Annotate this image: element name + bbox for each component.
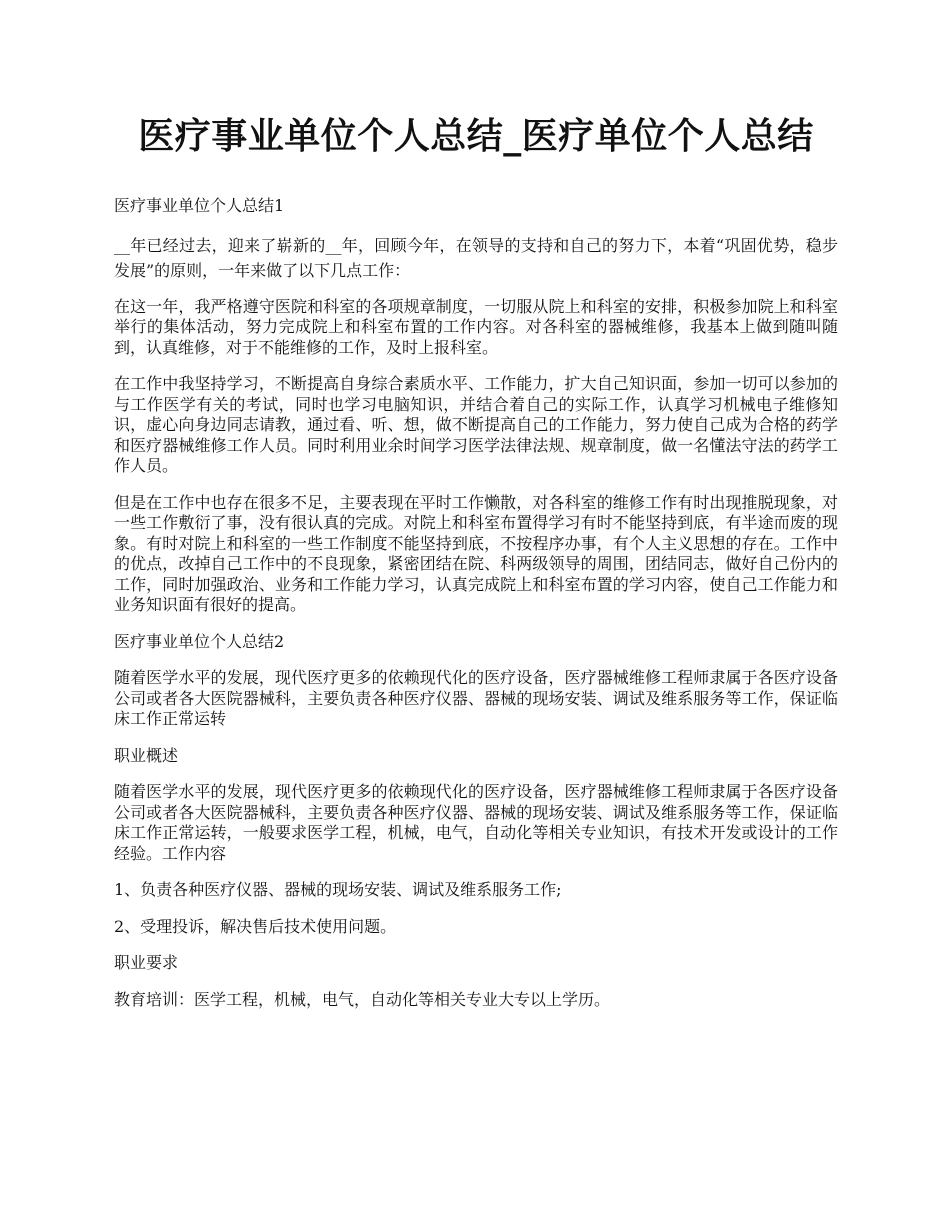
paragraph-job-overview: 随着医学水平的发展，现代医疗更多的依赖现代化的医疗设备，医疗器械维修工程师隶属于各医疗设备公司或者各大医院器械科，主要负责各种医疗仪器、器械的现场安装、调试及维系服务等工作，保证临床工作正常运转，一般要求医学工程，机械，电气，自动化等相关专业知识，有技术开发或设计的工作经验。工作内容 <box>114 782 838 863</box>
paragraph-learning: 在工作中我坚持学习，不断提高自身综合素质水平、工作能力，扩大自己知识面，参加一切可以参加的与工作医学有关的考试，同时也学习电脑知识，并结合着自己的实际工作，认真学习机械电子维修知识，虚心向身边同志请教，通过看、听、想，做不断提高自己的工作能力，努力使自己成为合格的药学和医疗器械维修工作人员。同时利用业余时间学习医学法律法规、规章制度，做一名懂法守法的药学工作人员。 <box>114 374 838 475</box>
paragraph-intro: __年已经过去，迎来了崭新的__年，回顾今年，在领导的支持和自己的努力下，本着“巩固优势，稳步发展”的原则，一年来做了以下几点工作： <box>114 235 838 280</box>
section-heading-2: 医疗事业单位个人总结2 <box>114 631 285 651</box>
list-item-duty-2: 2、受理投诉，解决售后技术使用问题。 <box>114 916 397 936</box>
paragraph-medical-development: 随着医学水平的发展，现代医疗更多的依赖现代化的医疗设备，医疗器械维修工程师隶属于各医疗设备公司或者各大医院器械科，主要负责各种医疗仪器、器械的现场安装、调试及维系服务等工作，保证临床工作正常运转 <box>114 668 838 728</box>
list-item-duty-1: 1、负责各种医疗仪器、器械的现场安装、调试及维系服务工作; <box>114 880 562 899</box>
paragraph-education: 教育培训：医学工程，机械，电气，自动化等相关专业大专以上学历。 <box>114 989 611 1009</box>
paragraph-discipline: 在这一年，我严格遵守医院和科室的各项规章制度，一切服从院上和科室的安排，积极参加院上和科室举行的集体活动，努力完成院上和科室布置的工作内容。对各科室的器械维修，我基本上做到随叫随到，认真维修，对于不能维修的工作，及时上报科室。 <box>114 296 838 357</box>
paragraph-shortcomings: 但是在工作中也存在很多不足，主要表现在平时工作懒散，对各科室的维修工作有时出现推脱现象，对一些工作敷衍了事，没有很认真的完成。对院上和科室布置得学习有时不能坚持到底，有半途而废的现象。有时对院上和科室的一些工作制度不能坚持到底，不按程序办事，有个人主义思想的存在。工作中的优点，改掉自己工作中的不良现象，紧密团结在院、科两级领导的周围，团结同志，做好自己份内的工作，同时加强政治、业务和工作能力学习，认真完成院上和科室布置的学习内容，使自己工作能力和业务知识面有很好的提高。 <box>114 492 838 614</box>
document-title: 医疗事业单位个人总结_医疗单位个人总结 <box>138 115 814 157</box>
heading-job-requirements: 职业要求 <box>114 953 179 972</box>
heading-job-overview: 职业概述 <box>114 745 179 765</box>
section-heading-1: 医疗事业单位个人总结1 <box>114 196 285 215</box>
